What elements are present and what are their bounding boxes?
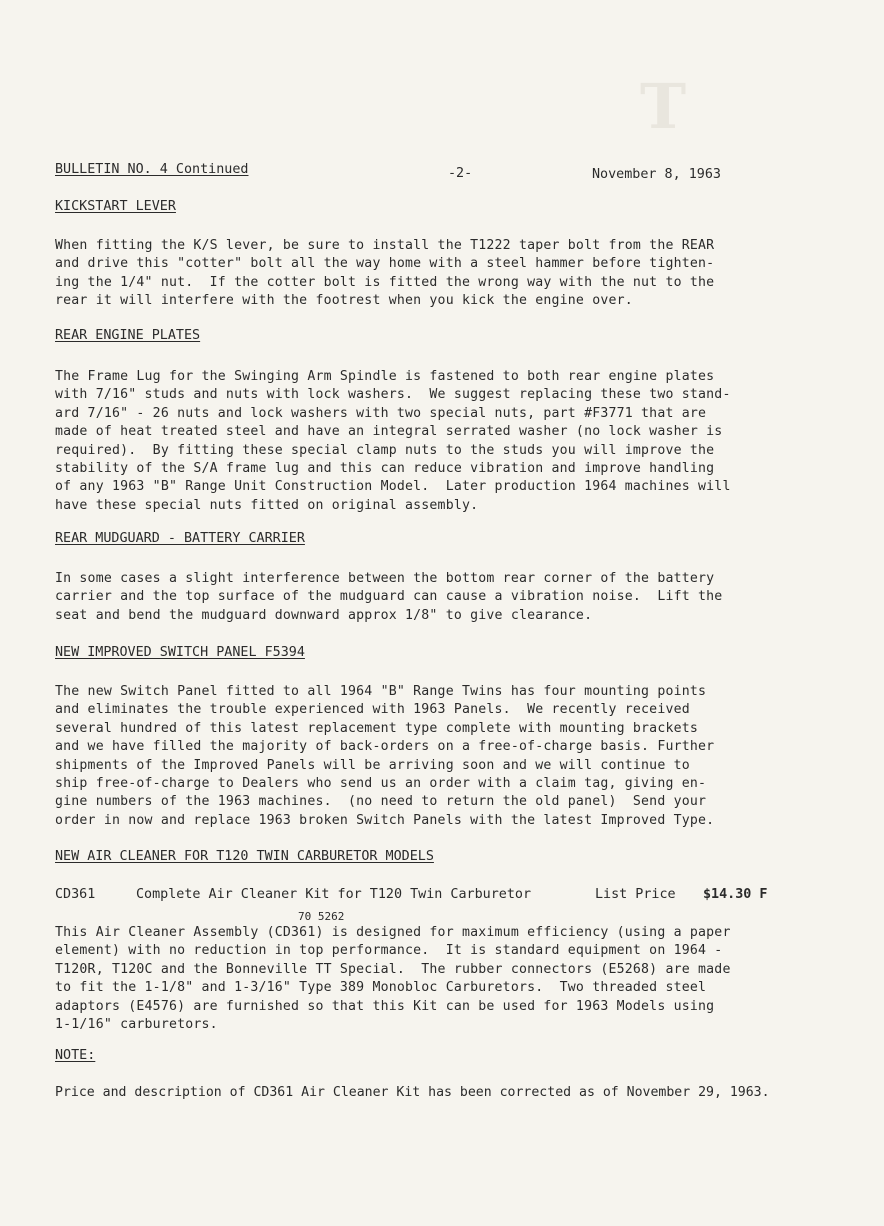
text-line: ard 7/16" - 26 nuts and lock washers with two special nuts, part #F3771 that are [55, 405, 707, 421]
handwritten-part-note: 70 5262 [298, 910, 345, 923]
text-line: stability of the S/A frame lug and this can reduce vibration and improve handling [55, 461, 715, 477]
bulletin-number: BULLETIN NO. 4 Continued [55, 162, 249, 177]
section-heading: KICKSTART LEVER [55, 199, 176, 214]
text-line: adaptors (E4576) are furnished so that this Kit can be used for 1963 Models using [55, 998, 715, 1014]
text-line: shipments of the Improved Panels will be arriving soon and we will continue to [55, 757, 690, 773]
text-line: and we have filled the majority of back-orders on a free-of-charge basis. Further [55, 739, 715, 755]
text-line: gine numbers of the 1963 machines. (no need to return the old panel) Send your [55, 794, 707, 810]
text-line: The new Switch Panel fitted to all 1964 "B" Range Twins has four mounting points [55, 684, 707, 699]
text-line: carrier and the top surface of the mudguard can cause a vibration noise. Lift the [55, 589, 723, 605]
kit-price: $14.30 F [703, 887, 768, 902]
text-line: element) with no reduction in top performance. It is standard equipment on 1964 - [55, 943, 723, 959]
text-line: T120R, T120C and the Bonneville TT Special. The rubber connectors (E5268) are made [55, 961, 731, 977]
kit-description: Complete Air Cleaner Kit for T120 Twin Carburetor [136, 887, 532, 902]
page-number: -2- [448, 166, 473, 181]
text-line: and eliminates the trouble experienced with 1963 Panels. We recently received [55, 702, 690, 718]
kit-price-label: List Price [595, 887, 676, 902]
section-heading: REAR MUDGUARD - BATTERY CARRIER [55, 531, 305, 546]
section-body [55, 368, 731, 515]
section-heading: NEW AIR CLEANER FOR T120 TWIN CARBURETOR MODELS [55, 849, 434, 864]
section-body [55, 570, 722, 625]
text-line: order in now and replace 1963 broken Switch Panels with the latest Improved Type. [55, 812, 715, 828]
text-line: When fitting the K/S lever, be sure to install the T1222 taper bolt from the REAR [55, 238, 715, 253]
section-heading: REAR ENGINE PLATES [55, 328, 201, 343]
section-body [55, 924, 731, 1034]
text-line: have these special nuts fitted on original assembly. [55, 497, 479, 513]
kit-part-number: CD361 [55, 887, 96, 902]
note-text: Price and description of CD361 Air Cleaner Kit has been corrected as of November 29, 1963. [55, 1085, 770, 1100]
text-line: The Frame Lug for the Swinging Arm Spindle is fastened to both rear engine plates [55, 369, 715, 384]
text-line: and drive this "cotter" bolt all the way home with a steel hammer before tighten- [55, 256, 715, 272]
text-line: required). By fitting these special clamp nuts to the studs you will improve the [55, 442, 715, 458]
text-line: 1-1/16" carburetors. [55, 1017, 218, 1033]
text-line: seat and bend the mudguard downward approx 1/8" to give clearance. [55, 607, 593, 623]
section-body [55, 237, 714, 311]
section-heading: NEW IMPROVED SWITCH PANEL F5394 [55, 645, 305, 660]
text-line: In some cases a slight interference between the bottom rear corner of the battery [55, 571, 715, 586]
text-line: This Air Cleaner Assembly (CD361) is designed for maximum efficiency (using a paper [55, 925, 731, 940]
text-line: ing the 1/4" nut. If the cotter bolt is fitted the wrong way with the nut to the [55, 274, 715, 290]
bulletin-date: November 8, 1963 [592, 167, 721, 182]
text-line: rear it will interfere with the footrest when you kick the engine over. [55, 293, 633, 309]
text-line: ship free-of-charge to Dealers who send us an order with a claim tag, giving en- [55, 776, 707, 792]
section-body [55, 683, 714, 830]
text-line: made of heat treated steel and have an integral serrated washer (no lock washer is [55, 424, 723, 440]
text-line: with 7/16" studs and nuts with lock washers. We suggest replacing these two stand- [55, 387, 731, 403]
text-line: of any 1963 "B" Range Unit Construction Model. Later production 1964 machines will [55, 479, 731, 495]
note-heading: NOTE: [55, 1048, 96, 1063]
text-line: to fit the 1-1/8" and 1-3/16" Type 389 Monobloc Carburetors. Two threaded steel [55, 980, 707, 996]
text-line: several hundred of this latest replacement type complete with mounting brackets [55, 720, 699, 736]
bleed-through-watermark: T [640, 70, 687, 143]
